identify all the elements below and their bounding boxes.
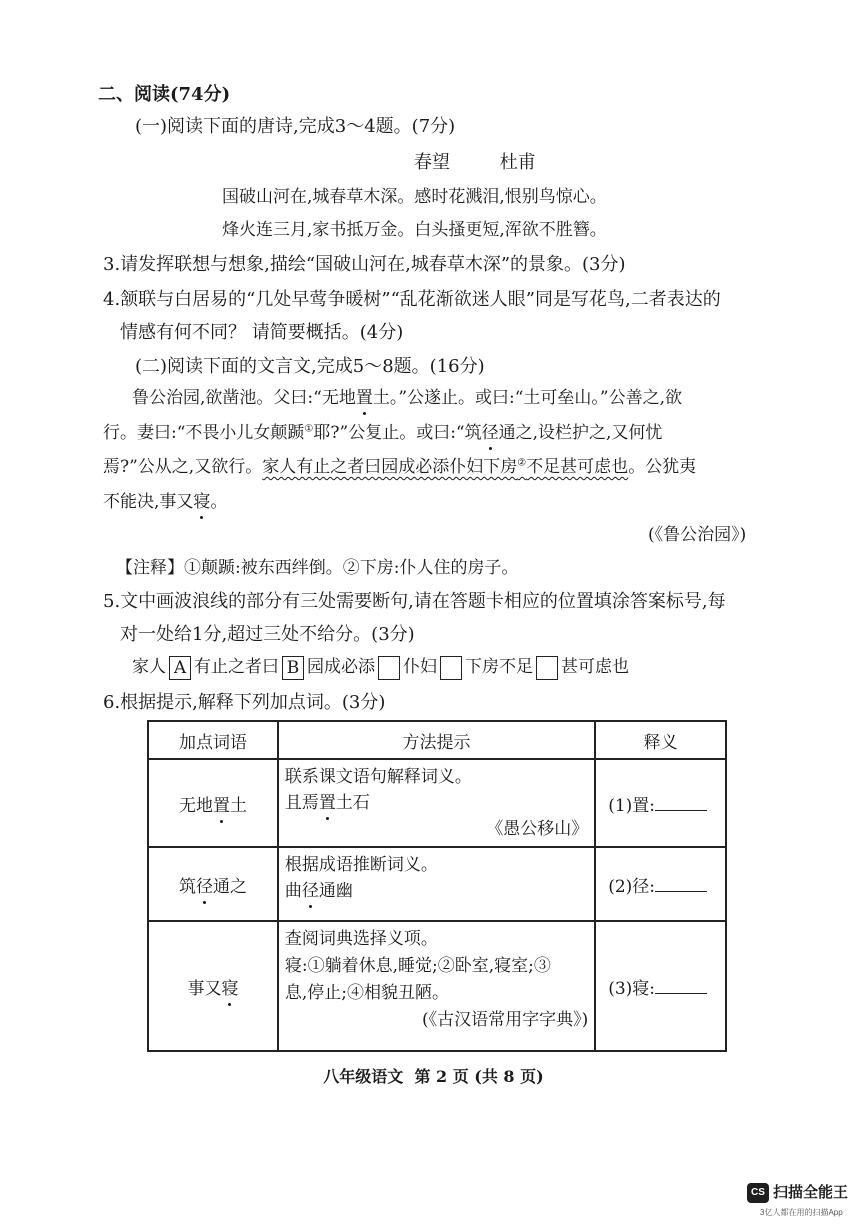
wavy-underline-text: 家人有止之者曰园成必添仆妇下房②不足甚可虑也 <box>262 457 629 477</box>
part2-instruction: (二)阅读下面的文言文,完成5～8题。(16分) <box>135 356 485 377</box>
answer-blank[interactable] <box>655 977 707 994</box>
part1-instruction: (一)阅读下面的唐诗,完成3～4题。(7分) <box>135 116 456 137</box>
dotted-char: 寝 <box>193 492 211 512</box>
dotted-word: 无地置土 <box>148 759 278 847</box>
answer-blank[interactable] <box>655 875 707 892</box>
dotted-char: 置 <box>355 388 373 408</box>
scanner-app-name: 扫描全能王 <box>773 1184 849 1201</box>
question-4-line-2: 情感有何不同？ 请简要概括。(4分) <box>120 322 404 343</box>
table-row <box>148 921 726 1051</box>
footnote-marker: ② <box>517 457 527 469</box>
table-header: 方法提示 <box>278 721 595 759</box>
question-6: 6.根据提示,解释下列加点词。(3分) <box>103 692 386 713</box>
answer-cell: (2)径: <box>595 847 726 921</box>
classical-text-line-3: 焉?”公从之,又欲行。家人有止之者曰园成必添仆妇下房②不足甚可虑也。公犹夷 <box>103 457 697 477</box>
answer-blank[interactable] <box>655 794 707 811</box>
classical-text-source: (《鲁公治园》) <box>648 525 747 545</box>
answer-box-d <box>440 656 462 680</box>
poem-title: 春望 <box>414 152 450 173</box>
scanner-tagline: 3亿人都在用的扫描App <box>760 1208 843 1217</box>
classical-text-line-1: 鲁公治园,欲凿池。父曰:“无地置土。”公遂止。或曰:“土可垒山。”公善之,欲 <box>132 388 683 408</box>
poem-line-1: 国破山河在,城春草木深。感时花溅泪,恨别鸟惊心。 <box>222 187 607 207</box>
answer-box-c <box>378 656 400 680</box>
table-header: 释义 <box>595 721 726 759</box>
answer-box-e <box>536 656 558 680</box>
dotted-word: 筑径通之 <box>148 847 278 921</box>
page-footer: 八年级语文 第 2 页 (共 8 页) <box>323 1067 544 1086</box>
vocabulary-table <box>147 720 727 1052</box>
question-5-line-2: 对一处给1分,超过三处不给分。(3分) <box>120 624 415 645</box>
section-title: 二、阅读(74分) <box>98 84 231 105</box>
poem-line-2: 烽火连三月,家书抵万金。白头搔更短,浑欲不胜簪。 <box>222 220 607 240</box>
question-5-line-1: 5.文中画波浪线的部分有三处需要断句,请在答题卡相应的位置填涂答案标号,每 <box>103 591 726 612</box>
method-hint: 查阅词典选择义项。 寝:①躺着休息,睡觉;②卧室,寝室;③ 息,停止;④相貌丑陋。 (《古汉语常用字字典》) <box>278 921 595 1051</box>
answer-cell: (1)置: <box>595 759 726 847</box>
question-3: 3.请发挥联想与想象,描绘“国破山河在,城春草木深”的景象。(3分) <box>103 254 626 275</box>
punctuation-sequence: 家人 A 有止之者曰 B 园成必添 仆妇 下房不足 甚可虑也 <box>132 657 629 678</box>
answer-box-a: A <box>169 656 191 680</box>
classical-text-line-4: 不能决,事又寝。 <box>103 492 228 512</box>
footnote-marker: ① <box>304 423 314 435</box>
question-4-line-1: 4.颔联与白居易的“几处早莺争暖树”“乱花渐欲迷人眼”同是写花鸟,二者表达的 <box>103 289 721 310</box>
answer-box-b: B <box>282 656 304 680</box>
classical-text-line-2: 行。妻曰:“不畏小儿女颠踬①耶?”公复止。或曰:“筑径通之,设栏护之,又何忧 <box>103 423 663 443</box>
table-row <box>148 759 726 847</box>
method-hint: 联系课文语句解释词义。 且焉置土石 《愚公移山》 <box>278 759 595 847</box>
table-header: 加点词语 <box>148 721 278 759</box>
answer-cell: (3)寝: <box>595 921 726 1051</box>
dotted-char: 径 <box>481 423 499 443</box>
poem-heading <box>414 148 536 174</box>
scanner-logo-icon: CS <box>747 1183 769 1203</box>
annotation-note: 【注释】①颠踬:被东西绊倒。②下房:仆人住的房子。 <box>116 558 519 578</box>
table-row <box>148 847 726 921</box>
method-hint: 根据成语推断词义。 曲径通幽 <box>278 847 595 921</box>
dotted-word: 事又寝 <box>148 921 278 1051</box>
poem-author: 杜甫 <box>499 152 536 173</box>
